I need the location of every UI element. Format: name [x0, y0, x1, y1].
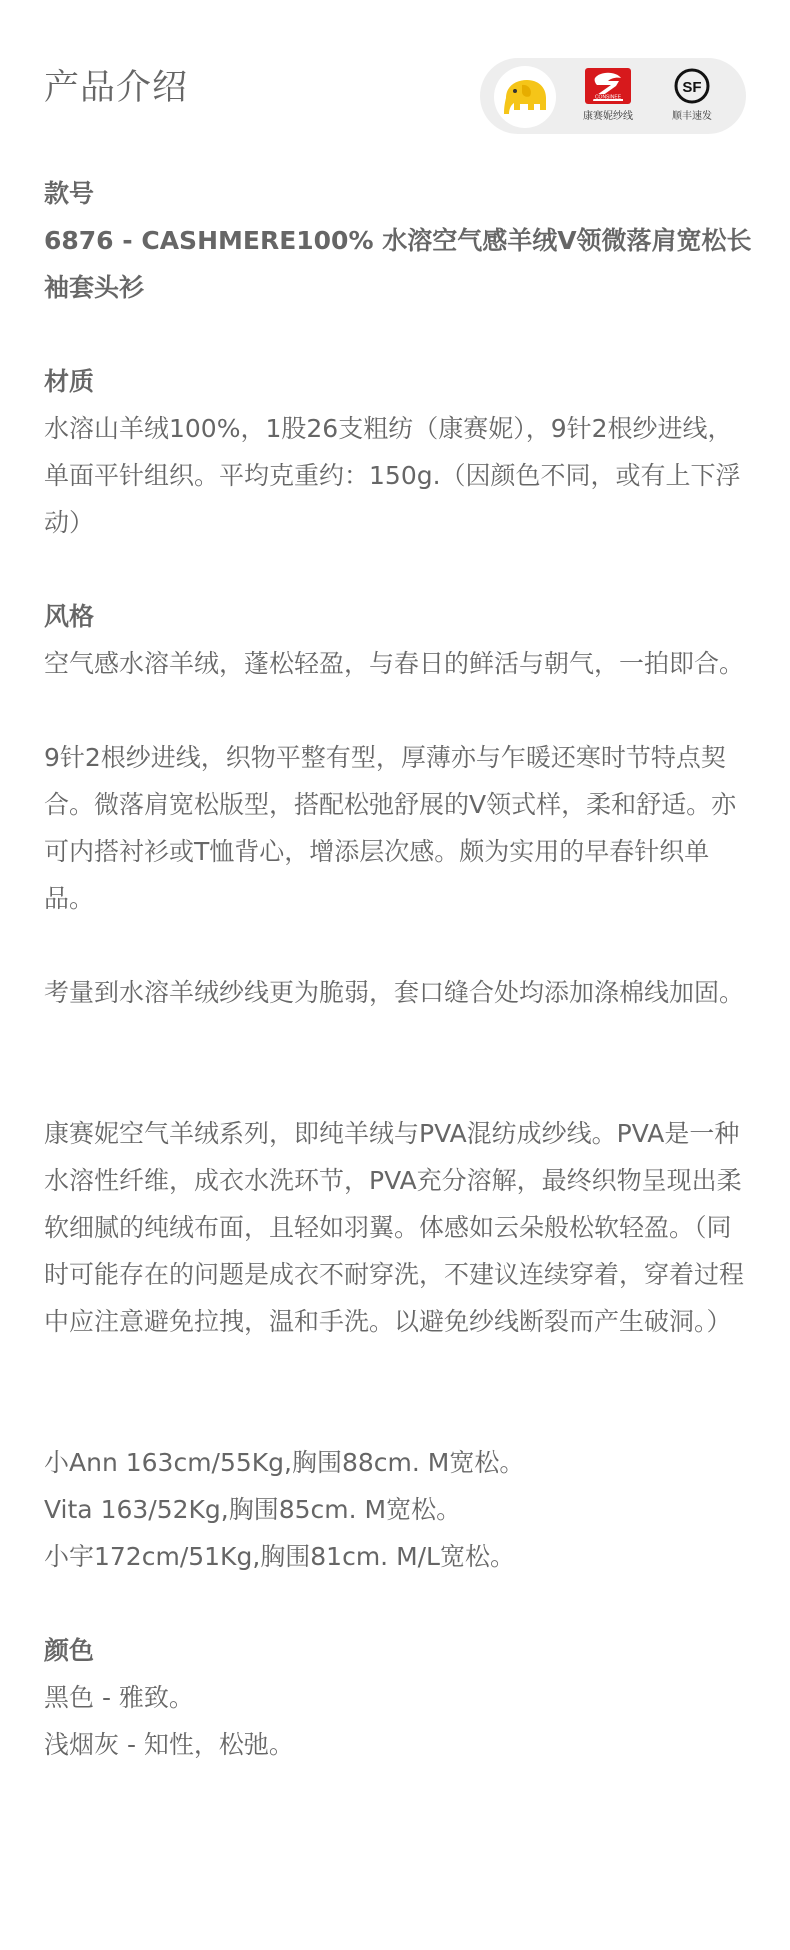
sf-express-icon [672, 68, 712, 104]
consinee-caption: 康赛妮纱线 [583, 111, 633, 122]
style-label: 风格 [44, 602, 95, 631]
style-paragraph-3: 考量到水溶羊绒纱线更为脆弱，套口缝合处均添加涤棉线加固。 [44, 978, 745, 1007]
sf-logo-text: SF [682, 79, 702, 96]
yarn-note-paragraph: 康赛妮空气羊绒系列，即纯羊绒与PVA混纺成纱线。PVA是一种水溶性纤维，成衣水洗环节，PVA充分溶解，最终织物呈现出柔软细腻的纯绒布面，且轻如羽翼。体感如云朵般松软轻盈。（同时可能存在的问题是成衣不耐穿洗，不建议连续穿着，穿着过程中应注意避免拉拽，温和手洗。以避免纱线断裂而产生破洞。） [44, 1119, 745, 1336]
colors-label: 颜色 [44, 1636, 95, 1665]
elephant-logo [494, 66, 556, 128]
header [44, 58, 746, 138]
model-info-2: Vita 163/52Kg,胸围85cm. M宽松。 [44, 1495, 462, 1524]
consinee-logo-text: CONSINEE [594, 94, 622, 101]
sf-express-logo [654, 68, 730, 124]
color-item-black: 黑色 - 雅致。 [44, 1683, 194, 1712]
material-label: 材质 [44, 367, 95, 396]
model-info-1: 小Ann 163cm/55Kg,胸围88cm. M宽松。 [44, 1448, 525, 1477]
consinee-logo-icon [583, 68, 633, 104]
style-paragraph-1: 空气感水溶羊绒，蓬松轻盈，与春日的鲜活与朝气，一拍即合。 [44, 649, 745, 678]
page-title: 产品介绍 [44, 68, 189, 108]
brand-logos-bar [480, 58, 746, 134]
model-info-3: 小宇172cm/51Kg,胸围81cm. M/L宽松。 [44, 1542, 515, 1571]
product-description [44, 170, 754, 1768]
style-no-label: 款号 [44, 179, 95, 208]
sf-express-caption: 顺丰速发 [672, 111, 712, 122]
consinee-logo [570, 68, 646, 124]
style-no-value: 6876 - CASHMERE100% 水溶空气感羊绒V领微落肩宽松长袖套头衫 [44, 226, 752, 302]
material-text: 水溶山羊绒100%，1股26支粗纺（康赛妮），9针2根纱进线，单面平针组织。平均克重约：150g.（因颜色不同，或有上下浮动） [44, 414, 741, 537]
color-item-light-smoke-gray: 浅烟灰 - 知性，松弛。 [44, 1730, 294, 1759]
elephant-icon [500, 76, 550, 118]
style-paragraph-2: 9针2根纱进线，织物平整有型，厚薄亦与乍暖还寒时节特点契合。微落肩宽松版型，搭配松弛舒展的V领式样，柔和舒适。亦可内搭衬衫或T恤背心，增添层次感。颇为实用的早春针织单品。 [44, 743, 737, 913]
